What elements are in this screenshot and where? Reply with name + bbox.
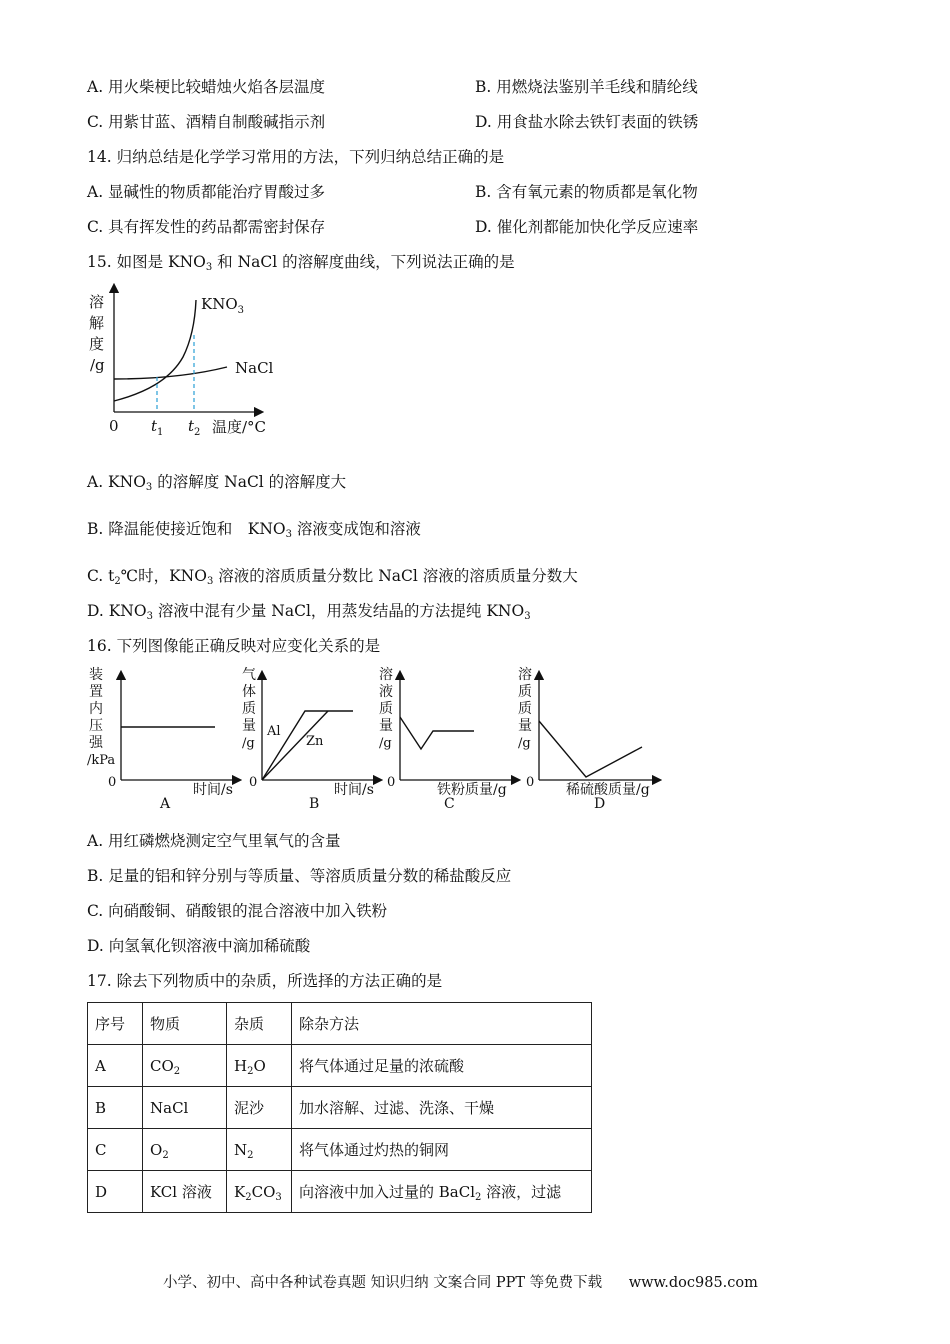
row-substance: NaCl xyxy=(143,1087,227,1129)
q13-option-c: C. 用紫甘蓝、酒精自制酸碱指示剂 xyxy=(87,113,326,131)
table-row xyxy=(88,1171,592,1213)
footer-url[interactable]: www.doc985.com xyxy=(628,1275,758,1291)
graph-d-ylabel-2: 质 xyxy=(518,684,532,700)
q13-option-b: B. 用燃烧法鉴别羊毛线和腈纶线 xyxy=(475,78,698,96)
q14-option-d: D. 催化剂都能加快化学反应速率 xyxy=(475,218,699,236)
q16-option-d: D. 向氢氧化钡溶液中滴加稀硫酸 xyxy=(87,937,311,955)
graph-b-ylabel-2: 体 xyxy=(242,684,256,700)
q15-option-b: B. 降温能使接近饱和 $KNO_3$ 溶液变成饱和溶液 xyxy=(87,520,421,540)
graph-a-ylabel-4: 压 xyxy=(89,718,103,734)
q16-graph-c xyxy=(379,666,516,812)
footer xyxy=(163,1271,758,1292)
kno3-curve xyxy=(114,300,196,401)
table-header-row xyxy=(88,1003,592,1045)
graph-a-letter: A xyxy=(160,796,171,812)
q16-graph-b xyxy=(242,667,378,812)
graph-a-ylabel-5: 强 xyxy=(89,735,103,751)
graph-b-ylabel-1: 气 xyxy=(242,667,256,683)
footer-text: 小学、初中、高中各种试卷真题 知识归纳 文案合同 PPT 等免费下载 xyxy=(163,1275,603,1291)
graph-b-origin: 0 xyxy=(249,775,258,790)
graph-d-ylabel-1: 溶 xyxy=(518,667,532,683)
row-impurity: $N_2$ xyxy=(227,1129,292,1171)
row-id: B xyxy=(88,1087,143,1129)
graph-a-ylabel-1: 装 xyxy=(89,667,103,683)
row-method: 将气体通过足量的浓硫酸 xyxy=(292,1045,592,1087)
graph-b-xlabel: 时间/s xyxy=(334,782,374,798)
row-id: C xyxy=(88,1129,143,1171)
graph-a-ylabel-3: 内 xyxy=(89,701,103,717)
row-method: 将气体通过灼热的铜网 xyxy=(292,1129,592,1171)
graph-b-zn-label: Zn xyxy=(306,734,324,749)
graph-c-ylabel-4: 量 xyxy=(379,718,393,734)
graph-a-ylabel-2: 置 xyxy=(89,684,103,700)
graph-a-origin: 0 xyxy=(108,775,117,790)
row-impurity: $H_2O$ xyxy=(227,1045,292,1087)
q13-option-a: A. 用火柴梗比较蜡烛火焰各层温度 xyxy=(87,78,326,96)
row-id: A xyxy=(88,1045,143,1087)
graph-c-xlabel: 铁粉质量/g xyxy=(437,782,507,798)
table-row xyxy=(88,1045,592,1087)
graph-b-ylabel-5: /g xyxy=(242,736,255,751)
q16-graph-d xyxy=(518,666,657,812)
q16-stem: 16. 下列图像能正确反映对应变化关系的是 xyxy=(87,637,381,655)
q14-option-a: A. 显碱性的物质都能治疗胃酸过多 xyxy=(87,183,326,201)
row-substance: KCl 溶液 xyxy=(143,1171,227,1213)
graph-c-origin: 0 xyxy=(387,775,396,790)
row-substance: $CO_2$ xyxy=(143,1045,227,1087)
q15-ylabel-1: 溶 xyxy=(89,293,105,311)
header-substance: 物质 xyxy=(143,1003,227,1045)
row-method: 向溶液中加入过量的 BaCl$_2$ 溶液，过滤 xyxy=(292,1171,592,1213)
header-method: 除杂方法 xyxy=(292,1003,592,1045)
q15-ylabel-2: 解 xyxy=(89,314,105,332)
q17-table xyxy=(87,1002,592,1213)
row-impurity: $K_2CO_3$ xyxy=(227,1171,292,1213)
q17-stem: 17. 除去下列物质中的杂质，所选择的方法正确的是 xyxy=(87,972,443,990)
row-id: D xyxy=(88,1171,143,1213)
graph-d-solute-line xyxy=(539,721,642,777)
q15-option-c: C. $t_2℃$时，$KNO_3$ 溶液的溶质质量分数比 NaCl 溶液的溶质质量分数大 xyxy=(87,567,578,587)
graph-c-ylabel-1: 溶 xyxy=(379,667,393,683)
graph-c-letter: C xyxy=(444,796,455,812)
graph-d-origin: 0 xyxy=(526,775,535,790)
q13-option-d: D. 用食盐水除去铁钉表面的铁锈 xyxy=(475,113,699,131)
t2-label: $t_2$ xyxy=(188,417,201,438)
header-id: 序号 xyxy=(88,1003,143,1045)
q15-option-d: D. $KNO_3$ 溶液中混有少量 NaCl，用蒸发结晶的方法提纯 $KNO_3$ xyxy=(87,602,531,622)
graph-a-ylabel-6: /kPa xyxy=(87,753,116,768)
table-row xyxy=(88,1129,592,1171)
graph-a-xlabel: 时间/s xyxy=(193,782,233,798)
q16-graphs xyxy=(85,665,685,815)
q15-option-a: A. $KNO_3$ 的溶解度 NaCl 的溶解度大 xyxy=(87,473,347,493)
header-impurity: 杂质 xyxy=(227,1003,292,1045)
q15-ylabel-4: /g xyxy=(90,356,105,374)
graph-d-letter: D xyxy=(594,796,606,812)
row-impurity: 泥沙 xyxy=(227,1087,292,1129)
q16-option-a: A. 用红磷燃烧测定空气里氧气的含量 xyxy=(87,832,341,850)
q16-option-c: C. 向硝酸铜、硝酸银的混合溶液中加入铁粉 xyxy=(87,902,388,920)
graph-c-ylabel-5: /g xyxy=(379,736,392,751)
table-row xyxy=(88,1087,592,1129)
graph-c-ylabel-3: 质 xyxy=(379,701,393,717)
t1-label: $t_1$ xyxy=(151,417,164,438)
q15-ylabel-3: 度 xyxy=(89,335,105,353)
nacl-label: NaCl xyxy=(235,359,274,377)
q14-option-b: B. 含有氧元素的物质都是氧化物 xyxy=(475,183,698,201)
graph-d-xlabel: 稀硫酸质量/g xyxy=(566,782,650,798)
graph-b-al-label: Al xyxy=(267,724,281,739)
graph-b-ylabel-4: 量 xyxy=(242,718,256,734)
q15-solubility-graph xyxy=(85,285,285,445)
q15-origin: 0 xyxy=(109,417,119,435)
graph-d-ylabel-4: 量 xyxy=(518,718,532,734)
row-substance: $O_2$ xyxy=(143,1129,227,1171)
q16-graph-a xyxy=(87,666,237,812)
graph-d-ylabel-3: 质 xyxy=(518,701,532,717)
q16-option-b: B. 足量的铝和锌分别与等质量、等溶质质量分数的稀盐酸反应 xyxy=(87,867,512,885)
graph-b-letter: B xyxy=(309,796,320,812)
graph-c-ylabel-2: 液 xyxy=(379,684,393,700)
q15-stem: 15. 如图是 $KNO_3$ 和 NaCl 的溶解度曲线，下列说法正确的是 xyxy=(87,253,515,273)
graph-d-ylabel-5: /g xyxy=(518,736,531,751)
kno3-label: $KNO_3$ xyxy=(201,295,245,316)
q15-xlabel: 温度/°C xyxy=(212,418,267,436)
row-method: 加水溶解、过滤、洗涤、干燥 xyxy=(292,1087,592,1129)
graph-c-solution-line xyxy=(400,717,474,749)
q14-stem: 14. 归纳总结是化学学习常用的方法，下列归纳总结正确的是 xyxy=(87,148,505,166)
graph-b-ylabel-3: 质 xyxy=(242,701,256,717)
q14-option-c: C. 具有挥发性的药品都需密封保存 xyxy=(87,218,326,236)
